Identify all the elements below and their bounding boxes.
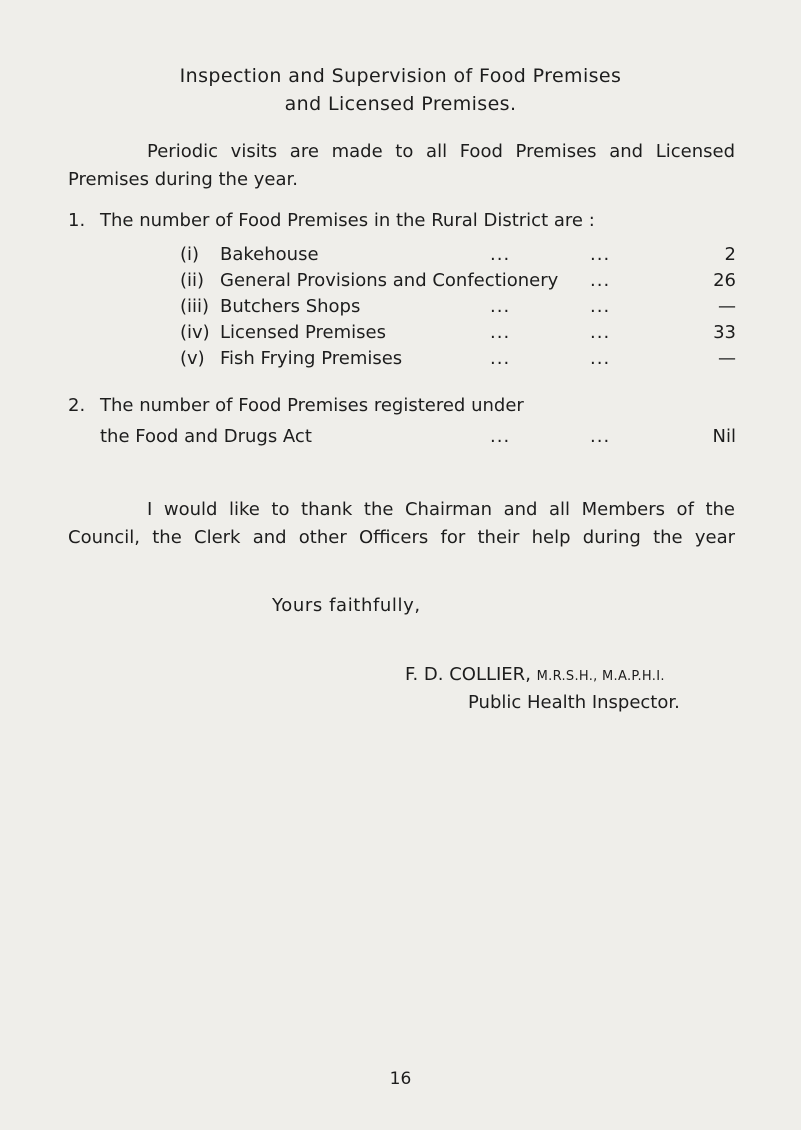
section-2-number: 2. <box>68 395 86 416</box>
leader-dots: ... <box>490 348 511 369</box>
page-number: 16 <box>389 1069 412 1089</box>
page-subtitle: and Licensed Premises. <box>284 93 517 115</box>
leader-dots: ... <box>490 426 511 447</box>
section-1-number: 1. <box>68 210 86 231</box>
thanks-line-2: Council, the Clerk and other Officers for their help during the year <box>68 527 735 548</box>
item-number: (iv) <box>180 322 210 343</box>
item-number: (ii) <box>180 270 205 291</box>
leader-dots: ... <box>490 322 511 343</box>
signatory-name: F. D. COLLIER, <box>405 664 531 685</box>
item-count: 26 <box>713 270 736 291</box>
registered-count: Nil <box>712 426 736 447</box>
leader-dots: ... <box>490 296 511 317</box>
section-1-heading: The number of Food Premises in the Rural District are : <box>100 210 595 231</box>
thanks-line-1: I would like to thank the Chairman and all Members of the <box>147 499 735 520</box>
list-item <box>180 268 736 294</box>
page-title: Inspection and Supervision of Food Premises <box>179 65 622 87</box>
item-count: — <box>718 348 736 369</box>
item-label: General Provisions and Confectionery <box>220 270 559 291</box>
leader-dots: ... <box>590 322 611 343</box>
item-count: 33 <box>713 322 736 343</box>
list-item <box>180 346 736 372</box>
item-number: (iii) <box>180 296 210 317</box>
section-2-row <box>100 422 736 452</box>
signatory-credentials: M.R.S.H., M.A.P.H.I. <box>536 669 665 684</box>
list-item <box>180 320 736 346</box>
closing-salutation: Yours faithfully, <box>272 595 421 616</box>
intro-line-2: Premises during the year. <box>68 169 298 190</box>
item-label: Licensed Premises <box>220 322 386 343</box>
section-2-label: the Food and Drugs Act <box>100 426 312 447</box>
item-label: Fish Frying Premises <box>220 348 403 369</box>
item-number: (v) <box>180 348 205 369</box>
item-count: — <box>718 296 736 317</box>
section-2-heading: The number of Food Premises registered under <box>100 395 524 416</box>
signatory-title: Public Health Inspector. <box>468 692 680 713</box>
leader-dots: ... <box>590 244 611 265</box>
intro-line-1: Periodic visits are made to all Food Premises and Licensed <box>147 141 735 162</box>
leader-dots: ... <box>590 296 611 317</box>
list-item <box>180 294 736 320</box>
leader-dots: ... <box>590 270 611 291</box>
item-number: (i) <box>180 244 200 265</box>
signature-line <box>405 661 665 691</box>
item-label: Butchers Shops <box>220 296 361 317</box>
leader-dots: ... <box>590 348 611 369</box>
item-label: Bakehouse <box>220 244 319 265</box>
leader-dots: ... <box>590 426 611 447</box>
item-count: 2 <box>724 244 736 265</box>
leader-dots: ... <box>490 244 511 265</box>
list-item <box>180 242 736 268</box>
